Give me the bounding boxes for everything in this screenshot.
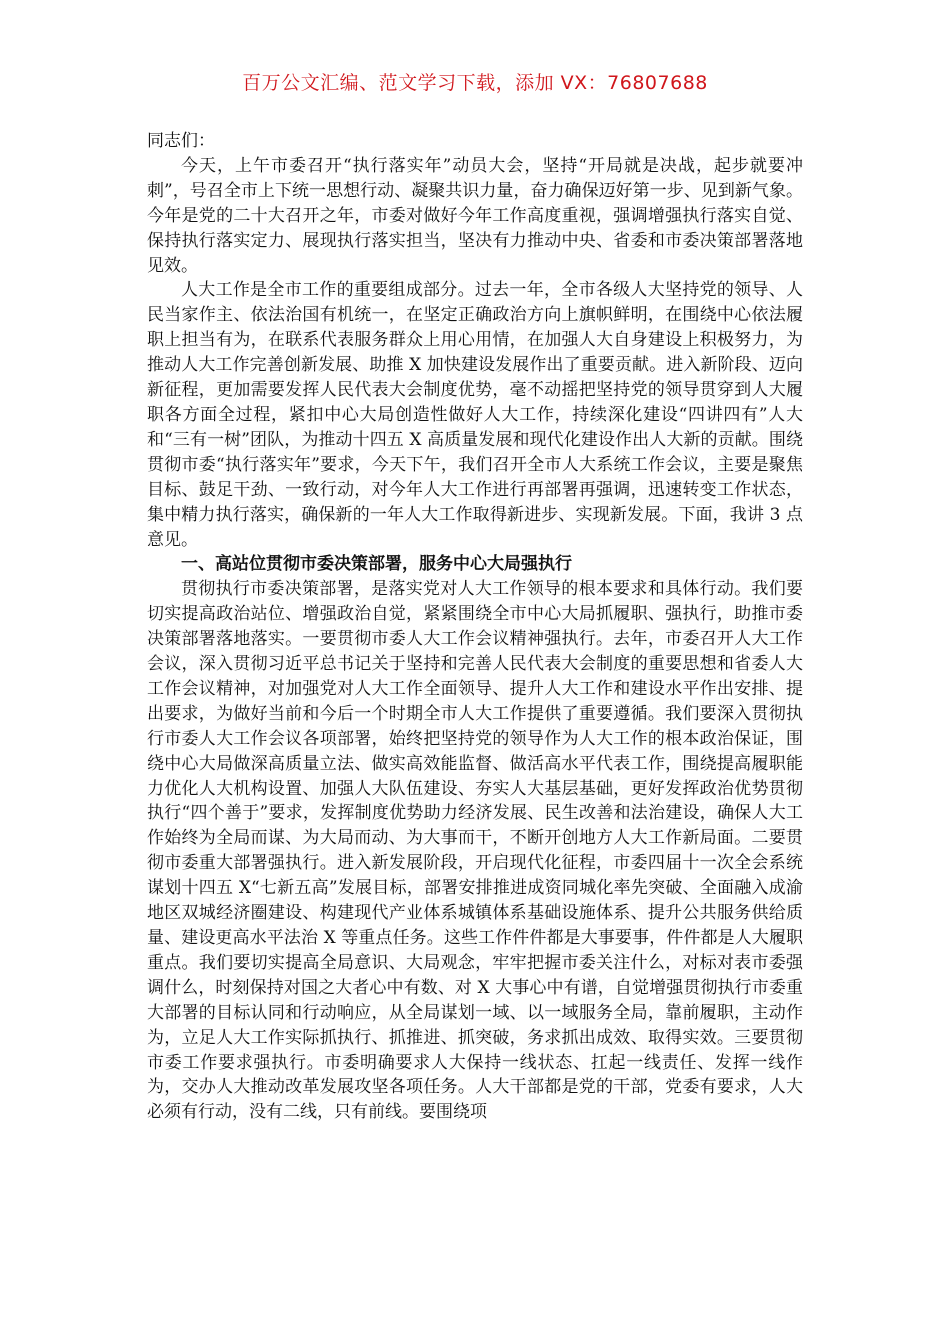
download-banner: 百万公文汇编、范文学习下载，添加 VX：76807688	[242, 72, 708, 94]
speech-body	[147, 129, 803, 1125]
salutation: 同志们：	[147, 131, 215, 151]
section-heading: 一、高站位贯彻市委决策部署，服务中心大局强执行	[181, 554, 572, 575]
paragraph: 贯彻执行市委决策部署，是落实党对人大工作领导的根本要求和具体行动。我们要切实提高政治站位、增强政治自觉，紧紧围绕全市中心大局抓履职、强执行，助推市委决策部署落地落实。一要贯彻市委人大工作会议精神强执行。去年，市委召开人大工作会议，深入贯彻习近平总书记关于坚持和完善人民代表大会制度的重要思想和省委人大工作会议精神，对加强党对人大工作全面领导、提升人大工作和建设水平作出安排、提出要求，为做好当前和今后一个时期全市人大工作提供了重要遵循。我们要深入贯彻执行市委人大工作会议各项部署，始终把坚持党的领导作为人大工作的根本政治保证，围绕中心大局做深高质量立法、做实高效能监督、做活高水平代表工作，围绕提高履职能力优化人大机构设置、加强人大队伍建设、夯实人大基层基础，更好发挥政治优势贯彻执行“四个善于”要求，发挥制度优势助力经济发展、民生改善和法治建设，确保人大工作始终为全局而谋、为大局而动、为大事而干，不断开创地方人大工作新局面。二要贯彻市委重大部署强执行。进入新发展阶段，开启现代化征程，市委四届十一次全会系统谋划十四五 X“七新五高”发展目标，部署安排推进成资同城化率先突破、全面融入成渝地区双城经济圈建设、构建现代产业体系城镇体系基础设施体系、提升公共服务供给质量、建设更高水平法治 X 等重点任务。这些工作件件都是大事要事，件件都是人大履职重点。我们要切实提高全局意识、大局观念，牢牢把握市委关注什么，对标对表市委强调什么，时刻保持对国之大者心中有数、对 X 大事心中有谱，自觉增强贯彻执行市委重大部署的目标认同和行动响应，从全局谋划一域、以一域服务全局，靠前履职，主动作为，立足人大工作实际抓执行、抓推进、抓突破，务求抓出成效、取得实效。三要贯彻市委工作要求强执行。市委明确要求人大保持一线状态、扛起一线责任、发挥一线作为，交办人大推动改革发展攻坚各项任务。人大干部都是党的干部，党委有要求，人大必须有行动，没有二线，只有前线。要围绕项	[147, 579, 803, 1123]
paragraph: 人大工作是全市工作的重要组成部分。过去一年，全市各级人大坚持党的领导、人民当家作主、依法治国有机统一，在坚定正确政治方向上旗帜鲜明，在围绕中心依法履职上担当有为，在联系代表服务群众上用心用情，在加强人大自身建设上积极努力，为推动人大工作完善创新发展、助推 X 加快建设发展作出了重要贡献。进入新阶段、迈向新征程，更加需要发挥人民代表大会制度优势，毫不动摇把坚持党的领导贯穿到人大履职各方面全过程，紧扣中心大局创造性做好人大工作，持续深化建设“四讲四有”人大和“三有一树”团队，为推动十四五 X 高质量发展和现代化建设作出人大新的贡献。围绕贯彻市委“执行落实年”要求，今天下午，我们召开全市人大系统工作会议，主要是聚焦目标、鼓足干劲、一致行动，对今年人大工作进行再部署再强调，迅速转变工作状态，集中精力执行落实，确保新的一年人大工作取得新进步、实现新发展。下面，我讲 3 点意见。	[147, 280, 803, 550]
paragraph: 今天，上午市委召开“执行落实年”动员大会，坚持“开局就是决战，起步就要冲刺”，号召全市上下统一思想行动、凝聚共识力量，奋力确保迈好第一步、见到新气象。今年是党的二十大召开之年，市委对做好今年工作高度重视，强调增强执行落实自觉、保持执行落实定力、展现执行落实担当，坚决有力推动中央、省委和市委决策部署落地见效。	[147, 155, 803, 276]
